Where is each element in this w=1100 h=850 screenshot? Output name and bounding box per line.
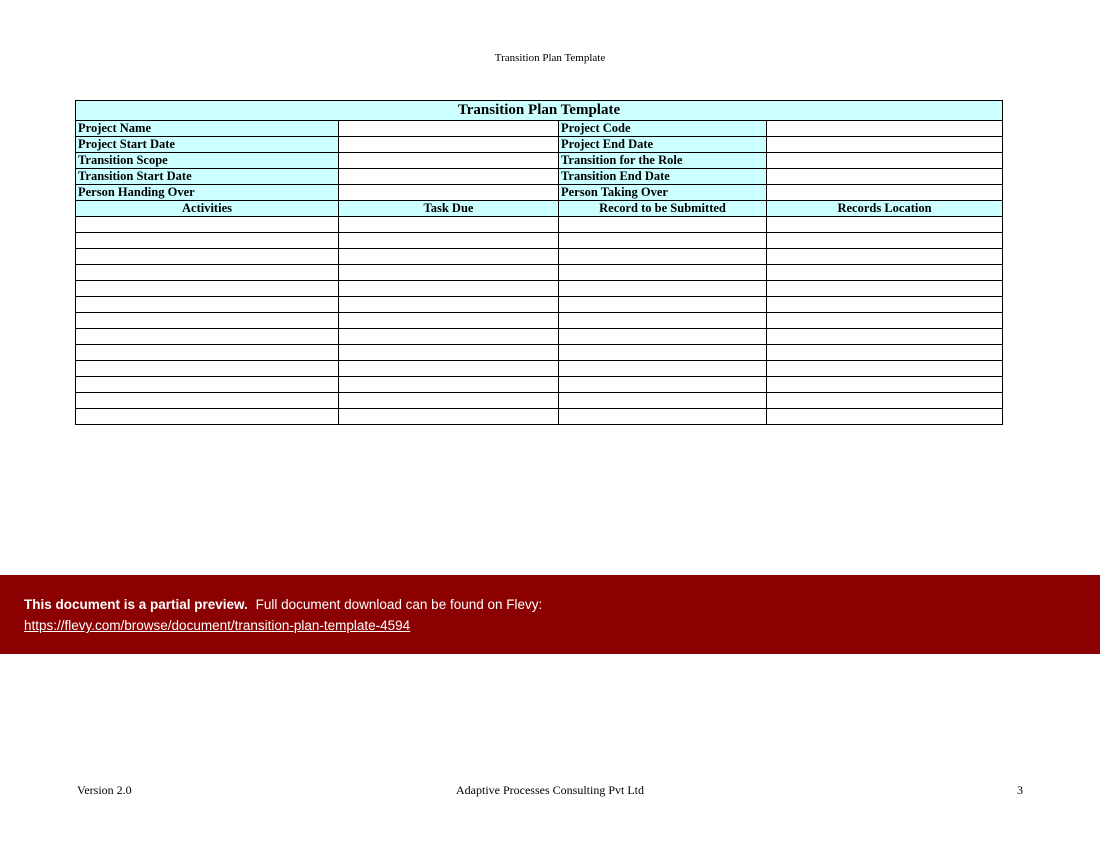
table-cell[interactable] xyxy=(559,265,767,281)
table-cell[interactable] xyxy=(339,345,559,361)
table-cell[interactable] xyxy=(76,217,339,233)
field-label: Transition Scope xyxy=(76,153,339,169)
field-row xyxy=(76,169,1003,185)
table-row xyxy=(76,361,1003,377)
table-cell[interactable] xyxy=(76,281,339,297)
table-cell[interactable] xyxy=(767,249,1003,265)
table-cell[interactable] xyxy=(767,345,1003,361)
field-value[interactable] xyxy=(767,169,1003,185)
field-label: Project End Date xyxy=(559,137,767,153)
field-row xyxy=(76,153,1003,169)
table-cell[interactable] xyxy=(559,313,767,329)
table-cell[interactable] xyxy=(559,345,767,361)
table-cell[interactable] xyxy=(339,265,559,281)
column-header: Task Due xyxy=(339,201,559,217)
banner-bold-text: This document is a partial preview. xyxy=(24,597,248,612)
table-row xyxy=(76,409,1003,425)
table-cell[interactable] xyxy=(76,233,339,249)
table-cell[interactable] xyxy=(559,233,767,249)
field-label: Transition End Date xyxy=(559,169,767,185)
table-cell[interactable] xyxy=(339,297,559,313)
table-cell[interactable] xyxy=(767,217,1003,233)
table-row xyxy=(76,297,1003,313)
table-cell[interactable] xyxy=(339,329,559,345)
table-cell[interactable] xyxy=(339,217,559,233)
table-cell[interactable] xyxy=(559,409,767,425)
footer-version: Version 2.0 xyxy=(77,783,132,797)
transition-plan-table xyxy=(75,100,1003,425)
table-cell[interactable] xyxy=(339,233,559,249)
table-cell[interactable] xyxy=(559,393,767,409)
table-cell[interactable] xyxy=(559,361,767,377)
download-link[interactable]: https://flevy.com/browse/document/transition-plan-template-4594 xyxy=(24,618,411,633)
table-cell[interactable] xyxy=(767,393,1003,409)
field-label: Person Taking Over xyxy=(559,185,767,201)
table-cell[interactable] xyxy=(767,377,1003,393)
table-cell[interactable] xyxy=(767,329,1003,345)
field-label: Person Handing Over xyxy=(76,185,339,201)
table-cell[interactable] xyxy=(767,361,1003,377)
table-cell[interactable] xyxy=(339,281,559,297)
table-cell[interactable] xyxy=(76,409,339,425)
page-header: Transition Plan Template xyxy=(494,52,606,64)
table-row xyxy=(76,281,1003,297)
field-value[interactable] xyxy=(767,185,1003,201)
column-header: Records Location xyxy=(767,201,1003,217)
footer-page-number: 3 xyxy=(1017,783,1023,797)
field-row xyxy=(76,121,1003,137)
column-header: Activities xyxy=(76,201,339,217)
banner-text: Full document download can be found on Flevy: xyxy=(255,597,543,612)
table-cell[interactable] xyxy=(339,393,559,409)
table-cell[interactable] xyxy=(76,345,339,361)
table-row xyxy=(76,233,1003,249)
table-title: Transition Plan Template xyxy=(76,101,1003,121)
table-cell[interactable] xyxy=(559,297,767,313)
field-label: Transition for the Role xyxy=(559,153,767,169)
table-cell[interactable] xyxy=(559,217,767,233)
table-cell[interactable] xyxy=(767,281,1003,297)
column-header-row xyxy=(76,201,1003,217)
banner-message xyxy=(24,597,542,612)
table-cell[interactable] xyxy=(767,297,1003,313)
table-cell[interactable] xyxy=(76,393,339,409)
table-title-row xyxy=(76,101,1003,121)
field-value[interactable] xyxy=(339,121,559,137)
field-label: Project Code xyxy=(559,121,767,137)
table-row xyxy=(76,313,1003,329)
table-row xyxy=(76,249,1003,265)
table-row xyxy=(76,329,1003,345)
field-value[interactable] xyxy=(767,153,1003,169)
table-cell[interactable] xyxy=(339,249,559,265)
footer-company: Adaptive Processes Consulting Pvt Ltd xyxy=(456,783,644,797)
field-label: Project Name xyxy=(76,121,339,137)
field-row xyxy=(76,185,1003,201)
preview-banner xyxy=(0,575,1100,654)
field-value[interactable] xyxy=(767,137,1003,153)
table-cell[interactable] xyxy=(559,249,767,265)
field-row xyxy=(76,137,1003,153)
table-cell[interactable] xyxy=(76,377,339,393)
table-cell[interactable] xyxy=(76,313,339,329)
table-cell[interactable] xyxy=(767,233,1003,249)
table-cell[interactable] xyxy=(339,377,559,393)
table-cell[interactable] xyxy=(559,329,767,345)
field-value[interactable] xyxy=(767,121,1003,137)
table-row xyxy=(76,217,1003,233)
field-value[interactable] xyxy=(339,153,559,169)
table-cell[interactable] xyxy=(339,361,559,377)
table-cell[interactable] xyxy=(76,329,339,345)
table-cell[interactable] xyxy=(339,313,559,329)
table-cell[interactable] xyxy=(559,281,767,297)
table-cell[interactable] xyxy=(767,409,1003,425)
column-header: Record to be Submitted xyxy=(559,201,767,217)
table-cell[interactable] xyxy=(76,249,339,265)
field-label: Project Start Date xyxy=(76,137,339,153)
table-cell[interactable] xyxy=(339,409,559,425)
field-label: Transition Start Date xyxy=(76,169,339,185)
field-value[interactable] xyxy=(339,185,559,201)
table-cell[interactable] xyxy=(767,265,1003,281)
table-cell[interactable] xyxy=(767,313,1003,329)
field-value[interactable] xyxy=(339,137,559,153)
field-value[interactable] xyxy=(339,169,559,185)
table-row xyxy=(76,393,1003,409)
table-cell[interactable] xyxy=(76,265,339,281)
table-row xyxy=(76,345,1003,361)
table-cell[interactable] xyxy=(76,361,339,377)
table-row xyxy=(76,265,1003,281)
table-cell[interactable] xyxy=(559,377,767,393)
table-cell[interactable] xyxy=(76,297,339,313)
table-row xyxy=(76,377,1003,393)
